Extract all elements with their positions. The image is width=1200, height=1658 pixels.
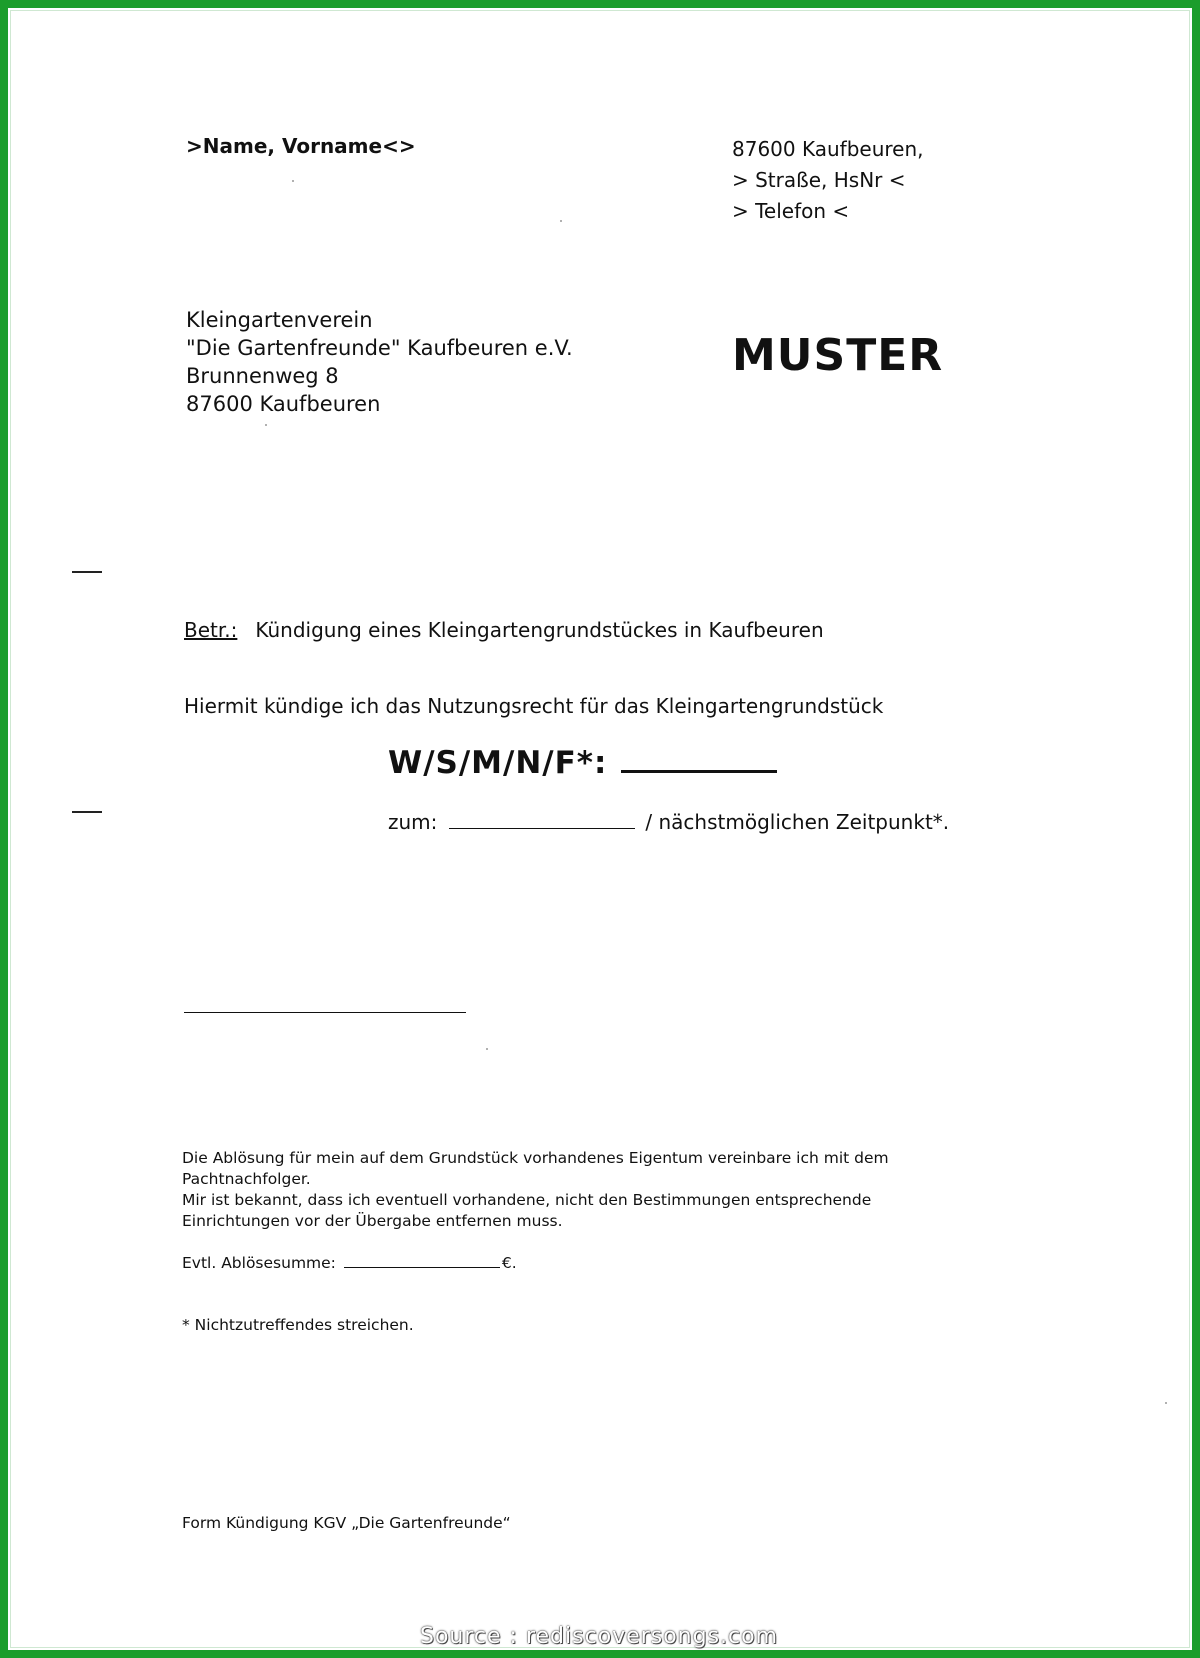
- signature-line[interactable]: [184, 1012, 466, 1013]
- date-blank[interactable]: [449, 814, 635, 829]
- scan-speck: [560, 220, 562, 222]
- scan-speck: [265, 424, 267, 426]
- scan-speck: [292, 180, 294, 182]
- recipient-line-1: Kleingartenverein: [186, 308, 373, 332]
- notes-line-4: Einrichtungen vor der Übergabe entfernen muss.: [182, 1212, 563, 1230]
- notes-line-1: Die Ablösung für mein auf dem Grundstück vorhandenes Eigentum vereinbare ich mit dem: [182, 1149, 889, 1167]
- sender-address-block: [732, 134, 924, 227]
- body-intro: Hiermit kündige ich das Nutzungsrecht für das Kleingartengrundstück: [184, 694, 884, 718]
- subject-label: Betr.:: [184, 618, 238, 642]
- recipient-address-block: [186, 306, 573, 418]
- date-line: [388, 810, 949, 834]
- garden-code-line: [388, 744, 777, 781]
- source-caption: Source : rediscoversongs.com: [420, 1624, 779, 1649]
- footnote: * Nichtzutreffendes streichen.: [182, 1316, 414, 1334]
- form-footer: Form Kündigung KGV „Die Gartenfreunde“: [182, 1514, 511, 1532]
- notes-line-3: Mir ist bekannt, dass ich eventuell vorhandene, nicht den Bestimmungen entsprechende: [182, 1191, 872, 1209]
- sender-city: 87600 Kaufbeuren,: [732, 137, 924, 161]
- fee-currency: €.: [501, 1254, 517, 1272]
- fee-line: [182, 1254, 517, 1272]
- date-prefix: zum:: [388, 810, 438, 834]
- muster-stamp: MUSTER: [732, 330, 944, 381]
- subject-text: Kündigung eines Kleingartengrundstückes in Kaufbeuren: [255, 618, 824, 642]
- fold-mark-middle: [72, 811, 102, 813]
- garden-number-blank[interactable]: [621, 744, 777, 773]
- sender-street: > Straße, HsNr <: [732, 168, 906, 192]
- fee-label: Evtl. Ablösesumme:: [182, 1254, 336, 1272]
- date-suffix: / nächstmöglichen Zeitpunkt*.: [645, 810, 950, 834]
- sender-name-placeholder: >Name, Vorname<>: [186, 134, 416, 158]
- notes-line-2: Pachtnachfolger.: [182, 1170, 311, 1188]
- subject-line: [184, 618, 824, 642]
- notes-block: [182, 1148, 889, 1232]
- garden-code-label: W/S/M/N/F*:: [388, 745, 608, 781]
- recipient-line-2: "Die Gartenfreunde" Kaufbeuren e.V.: [186, 336, 573, 360]
- fold-mark-top: [72, 571, 102, 573]
- sender-phone: > Telefon <: [732, 199, 850, 223]
- recipient-line-3: Brunnenweg 8: [186, 364, 339, 388]
- scan-speck: [1165, 1402, 1167, 1404]
- fee-amount-blank[interactable]: [344, 1255, 500, 1268]
- recipient-line-4: 87600 Kaufbeuren: [186, 392, 381, 416]
- scan-speck: [486, 1048, 488, 1050]
